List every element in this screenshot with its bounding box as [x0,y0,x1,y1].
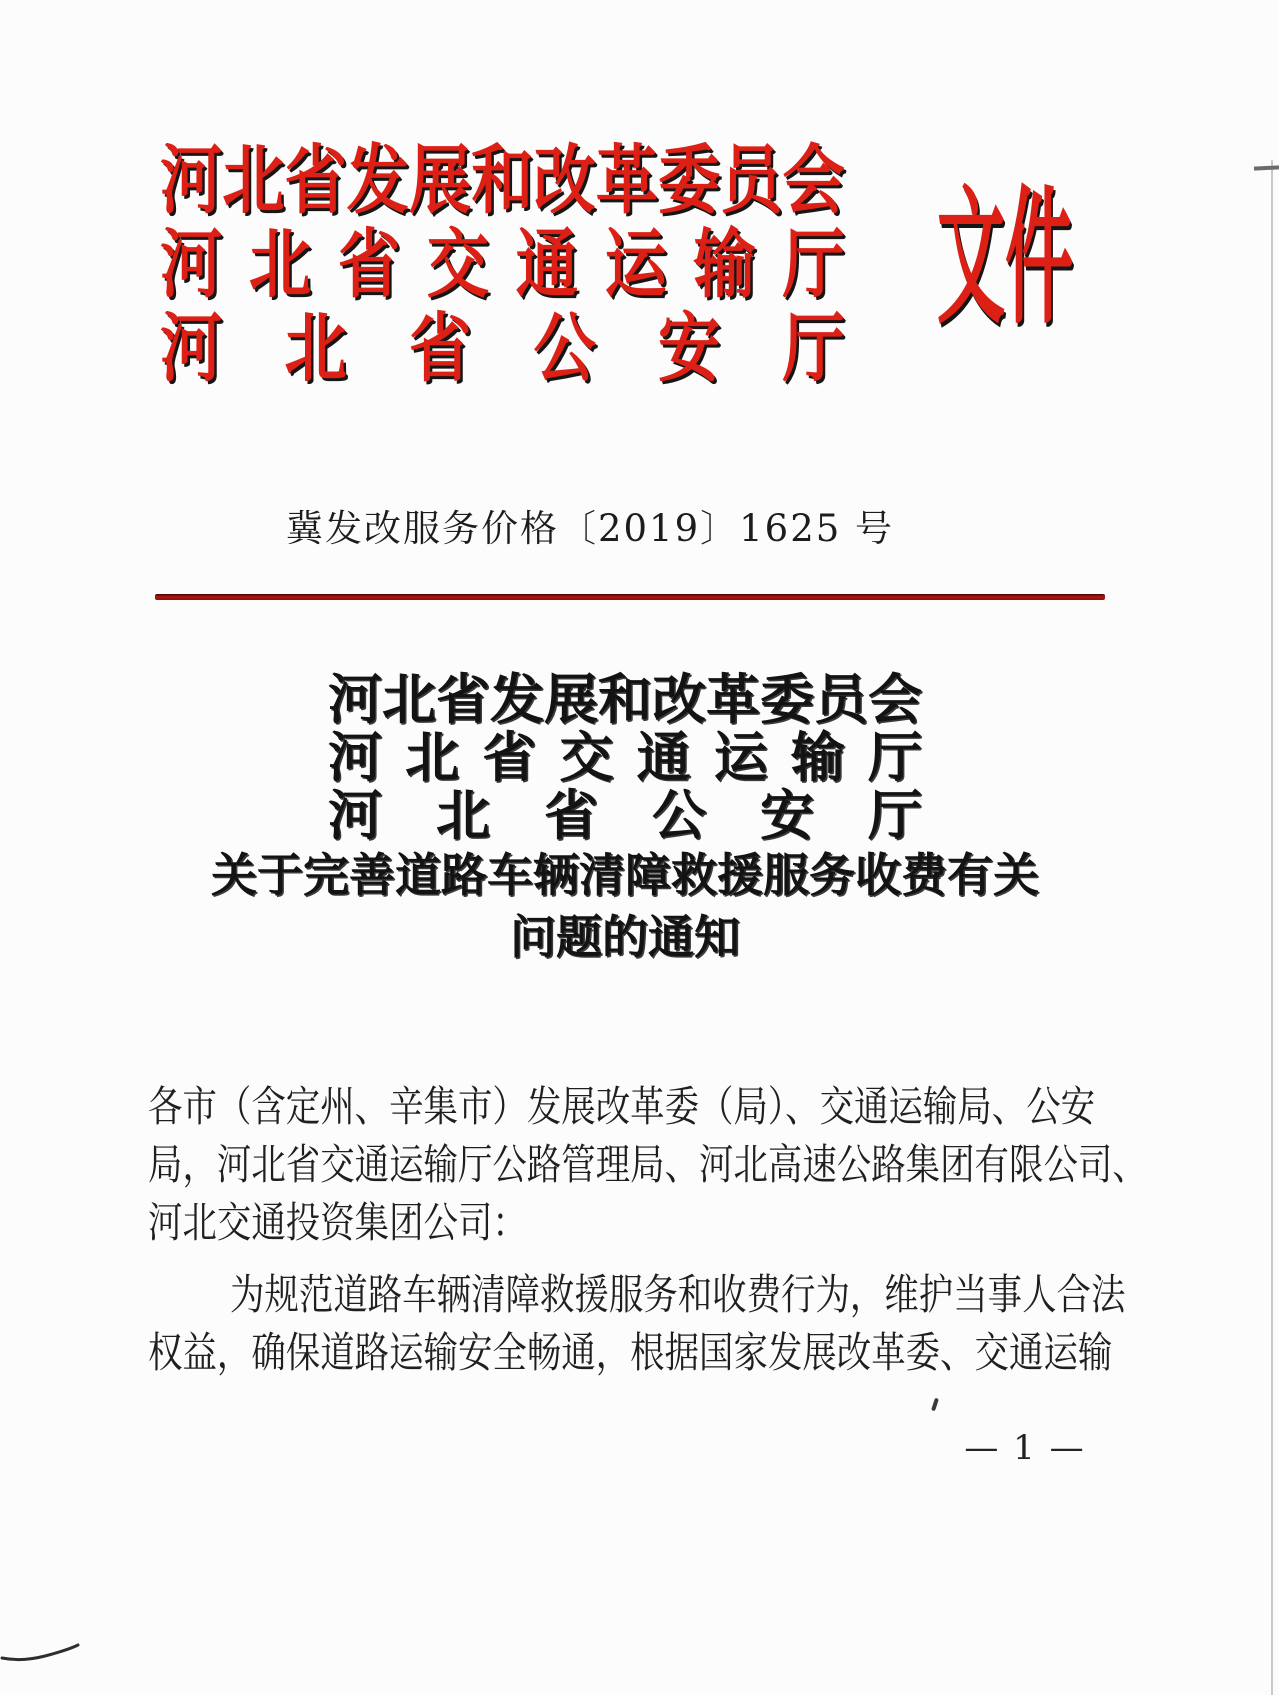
letterhead-agency-2: 河北省交通运输厅 [160,220,845,308]
scan-pen-stroke [0,1636,90,1672]
scan-edge-line [1271,160,1273,1695]
body-text [148,1078,1279,1382]
letterhead [160,138,845,390]
title-agency-1: 河北省发展和改革委员会 [328,667,922,731]
paragraph-line-1: 为规范道路车辆清障救援服务和收费行为，维护当事人合法 [230,1270,1126,1319]
letterhead-agency-3: 河北省公安厅 [160,304,845,392]
recipients-line-3: 河北交通投资集团公司： [148,1198,527,1247]
recipients-line-1: 各市（含定州、辛集市）发展改革委（局）、交通运输局、公安 [148,1082,1096,1131]
title-subject-line-1: 关于完善道路车辆清障救援服务收费有关 [211,848,1039,902]
red-divider-rule [155,594,1105,600]
scan-edge-tick [1254,165,1279,170]
ink-tick-mark [931,1398,939,1412]
title-subject-line-2: 问题的通知 [510,910,740,964]
page-number: — 1 — [964,1428,1086,1468]
title-agency-3: 河北省公安厅 [328,783,922,847]
document-label: 文件 [937,170,1074,344]
document-title [0,667,1250,968]
document-number: 冀发改服务价格〔2019〕1625 号 [285,507,895,550]
recipients-line-2: 局，河北省交通运输厅公路管理局、河北高速公路集团有限公司、 [148,1140,1147,1189]
letterhead-agency-1: 河北省发展和改革委员会 [160,136,845,224]
paragraph-line-2: 权益，确保道路运输安全畅通，根据国家发展改革委、交通运输 [148,1328,1113,1377]
title-agency-2: 河北省交通运输厅 [328,725,922,789]
